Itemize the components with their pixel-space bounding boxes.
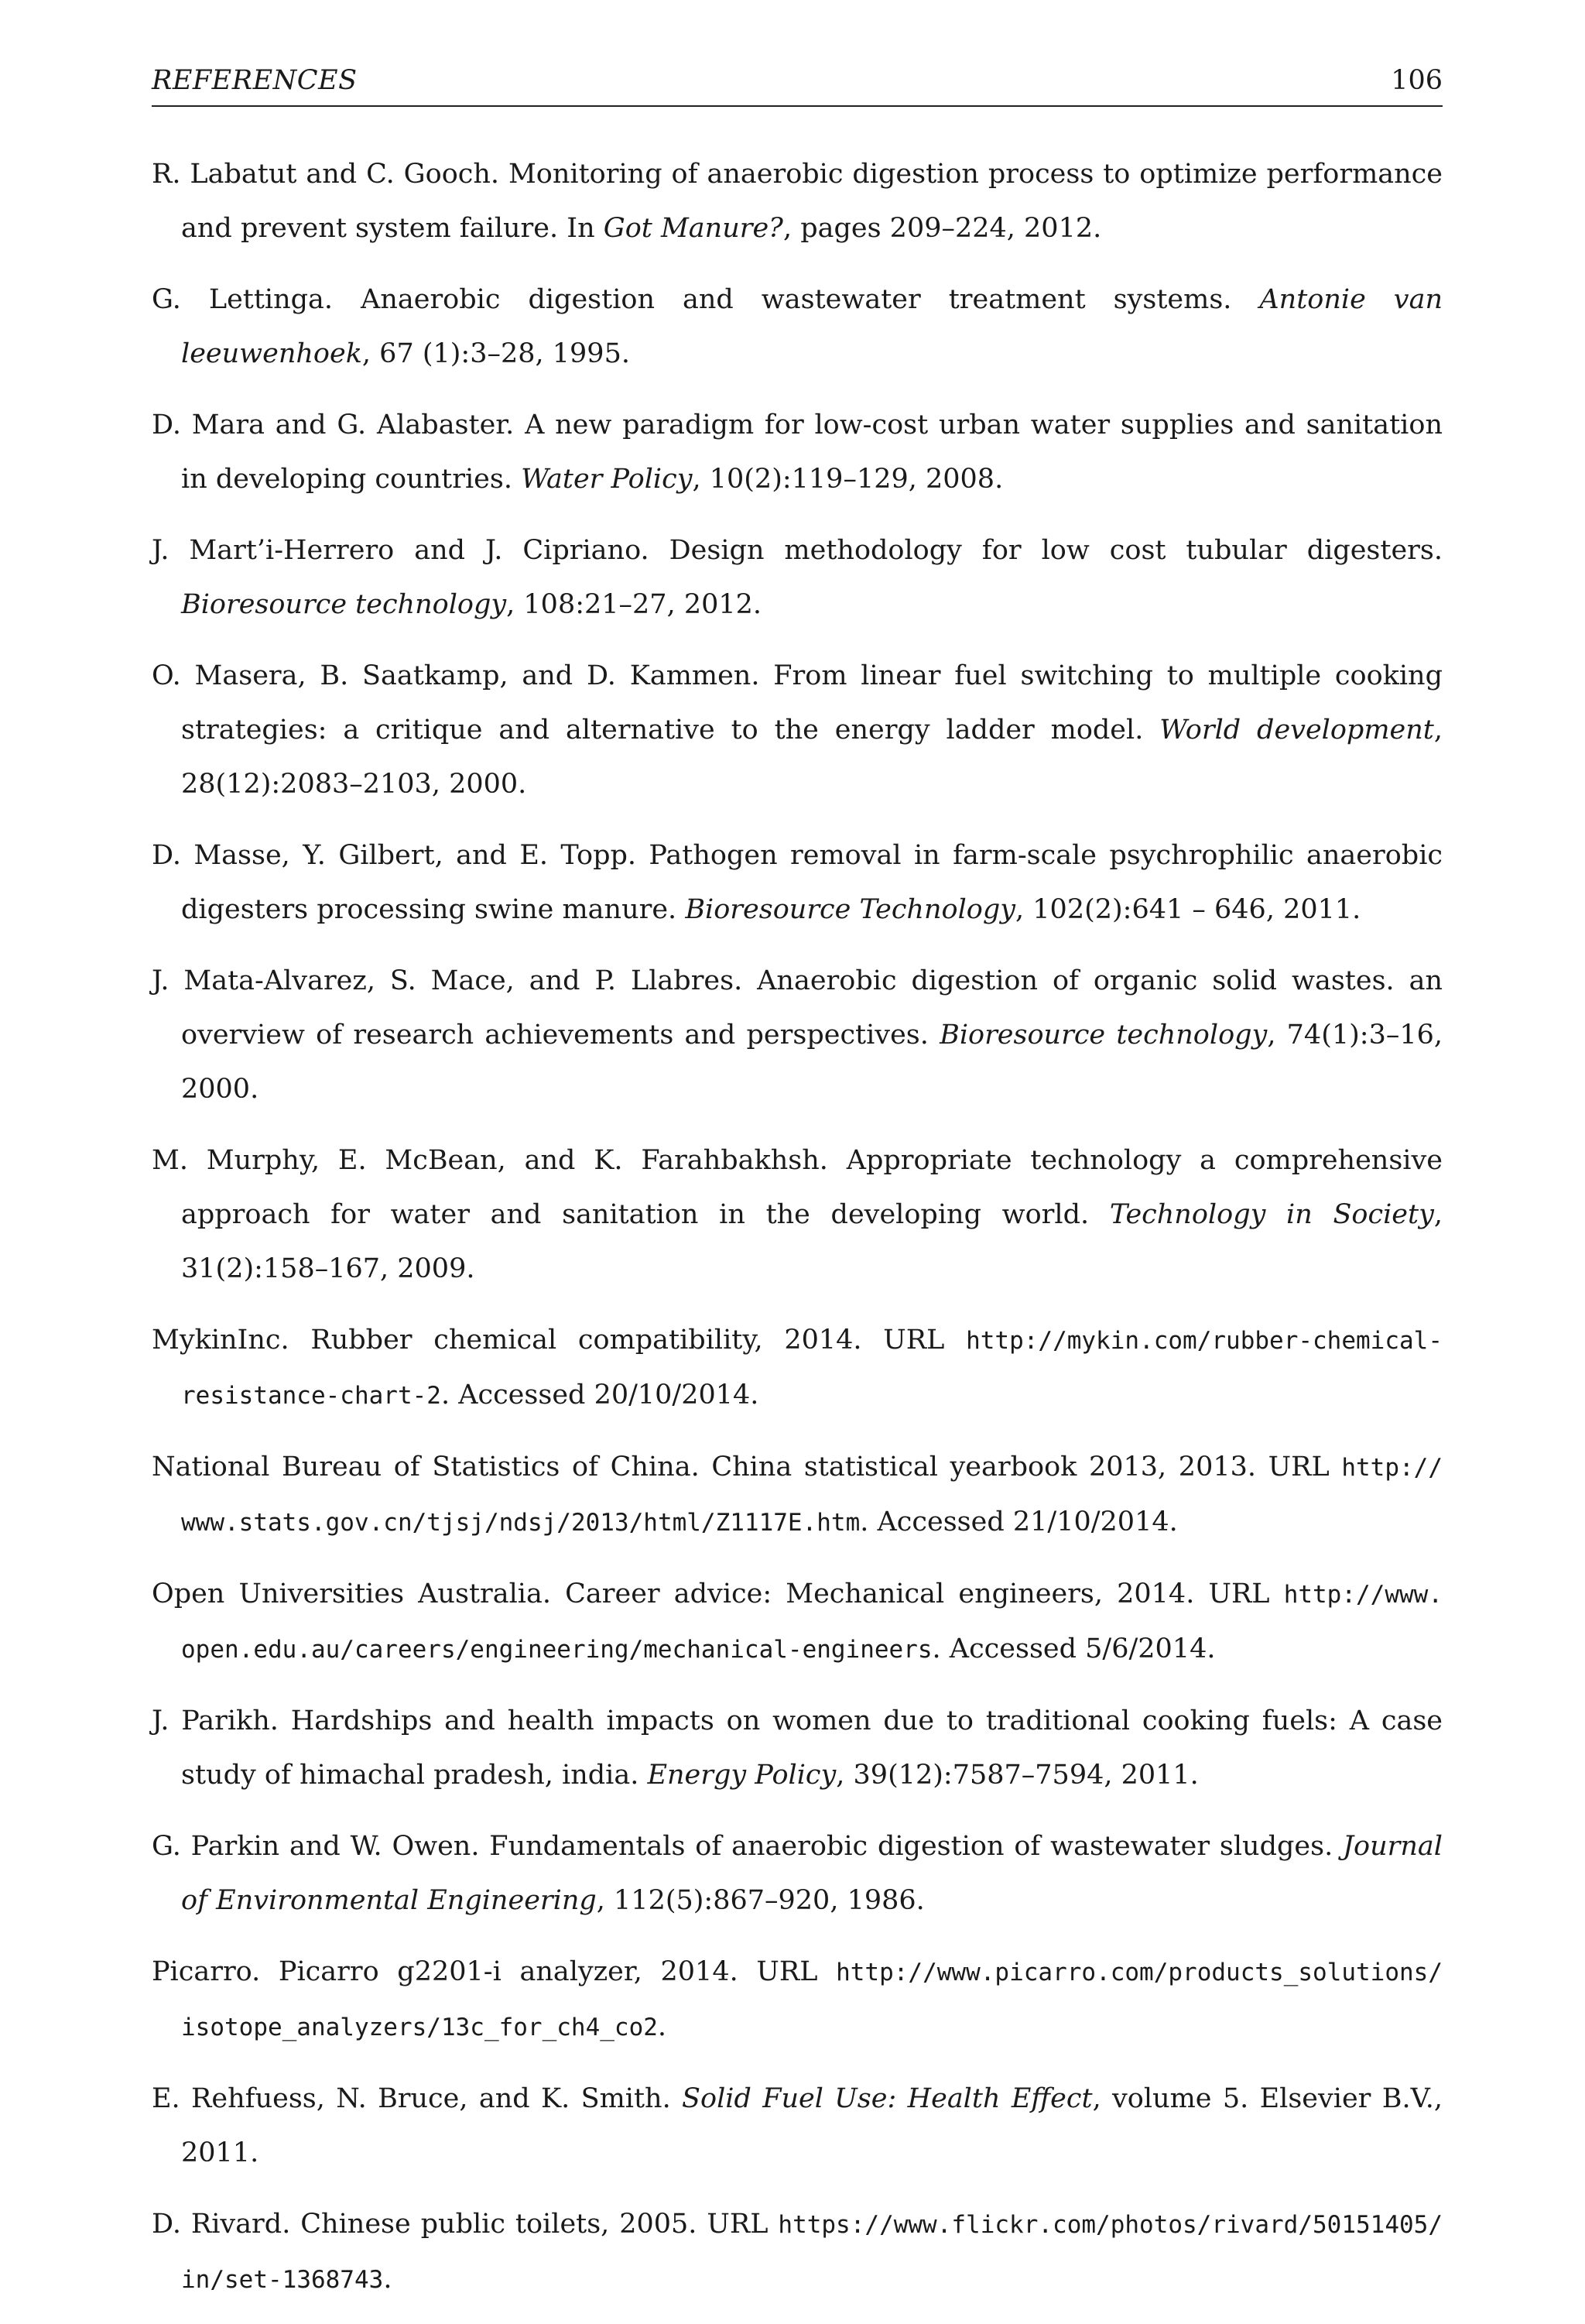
reference-list (152, 147, 1443, 2324)
reference-venue: Water Policy (521, 464, 693, 495)
reference-entry: G. Parkin and W. Owen. Fundamentals of anaerobic digestion of wastewater sludges. Journal of Environmental Engineering, 112(5):867–920, 1986. (152, 1831, 1443, 1916)
reference-venue: Energy Policy (647, 1760, 837, 1791)
reference-venue: Got Manure? (603, 213, 783, 244)
reference-entry: J. Parikh. Hardships and health impacts on women due to traditional cooking fuels: A case study of himachal pradesh, india. Energy Policy, 39(12):7587–7594, 2011. (152, 1705, 1443, 1791)
reference-entry: E. Rehfuess, N. Bruce, and K. Smith. Solid Fuel Use: Health Effect, volume 5. Elsevier B.V., 2011. (152, 2083, 1443, 2168)
reference-venue: Antonie van leeuwenhoek (181, 284, 1443, 369)
reference-url-link[interactable]: http://mykin.com/rubber-chemical-resistance-chart-2 (181, 1327, 1443, 1410)
reference-entry: J. Mart’i-Herrero and J. Cipriano. Design methodology for low cost tubular digesters. Bioresource technology, 108:21–27, 2012. (152, 535, 1443, 620)
reference-venue: Bioresource technology (940, 1020, 1268, 1051)
running-header (152, 62, 1443, 107)
reference-url-link[interactable]: http://www.stats.gov.cn/tjsj/ndsj/2013/html/Z1117E.htm (181, 1454, 1443, 1537)
reference-entry: G. Lettinga. Anaerobic digestion and wastewater treatment systems. Antonie van leeuwenhoek, 67 (1):3–28, 1995. (152, 284, 1443, 369)
reference-entry: D. Mara and G. Alabaster. A new paradigm for low-cost urban water supplies and sanitation in developing countries. Water Policy, 10(2):119–129, 2008. (152, 410, 1443, 495)
reference-entry: O. Masera, B. Saatkamp, and D. Kammen. From linear fuel switching to multiple cooking strategies: a critique and alternative to the energy ladder model. World development, 28(12):2083–2103, 2000. (152, 660, 1443, 800)
reference-entry: D. Rivard. Chinese public toilets, 2005. URL https://www.flickr.com/photos/rivard/50151405/in/set-1368743. (152, 2209, 1443, 2295)
reference-entry: Picarro. Picarro g2201-i analyzer, 2014. URL http://www.picarro.com/products_solutions/isotope_analyzers/13c_for_ch4_co2. (152, 1956, 1443, 2042)
reference-entry: D. Masse, Y. Gilbert, and E. Topp. Pathogen removal in farm-scale psychrophilic anaerobic digesters processing swine manure. Bioresource Technology, 102(2):641 – 646, 2011. (152, 840, 1443, 925)
reference-entry: R. Labatut and C. Gooch. Monitoring of anaerobic digestion process to optimize performance and prevent system failure. In Got Manure?, pages 209–224, 2012. (152, 159, 1443, 244)
reference-url-link[interactable]: http://www.picarro.com/products_solutions/isotope_analyzers/13c_for_ch4_co2 (181, 1959, 1443, 2041)
reference-url-link[interactable]: http://www.open.edu.au/careers/engineering/mechanical-engineers (181, 1581, 1443, 1664)
reference-venue: Bioresource Technology (685, 894, 1016, 925)
reference-venue: World development (1159, 715, 1434, 746)
page-number: 106 (1391, 65, 1443, 96)
reference-venue: Solid Fuel Use: Health Effect (682, 2083, 1093, 2114)
reference-entry: J. Mata-Alvarez, S. Mace, and P. Llabres. Anaerobic digestion of organic solid wastes. an overview of research achievements and perspectives. Bioresource technology, 74(1):3–16, 2000. (152, 965, 1443, 1105)
reference-venue: Bioresource technology (181, 589, 507, 620)
reference-entry: MykinInc. Rubber chemical compatibility, 2014. URL http://mykin.com/rubber-chemical-resistance-chart-2. Accessed 20/10/2014. (152, 1325, 1443, 1411)
section-title: REFERENCES (152, 65, 358, 96)
reference-venue: Technology in Society (1109, 1199, 1434, 1230)
reference-entry: Open Universities Australia. Career advice: Mechanical engineers, 2014. URL http://www.open.edu.au/careers/engineering/mechanical-engineers. Accessed 5/6/2014. (152, 1578, 1443, 1664)
reference-venue: Journal of Environmental Engineering (181, 1831, 1443, 1916)
reference-entry: M. Murphy, E. McBean, and K. Farahbakhsh. Appropriate technology a comprehensive approach for water and sanitation in the developing world. Technology in Society, 31(2):158–167, 2009. (152, 1145, 1443, 1284)
reference-url-link[interactable]: https://www.flickr.com/photos/rivard/50151405/in/set-1368743 (181, 2211, 1443, 2294)
reference-entry: National Bureau of Statistics of China. China statistical yearbook 2013, 2013. URL http://www.stats.gov.cn/tjsj/ndsj/2013/html/Z1117E.htm. Accessed 21/10/2014. (152, 1452, 1443, 1537)
